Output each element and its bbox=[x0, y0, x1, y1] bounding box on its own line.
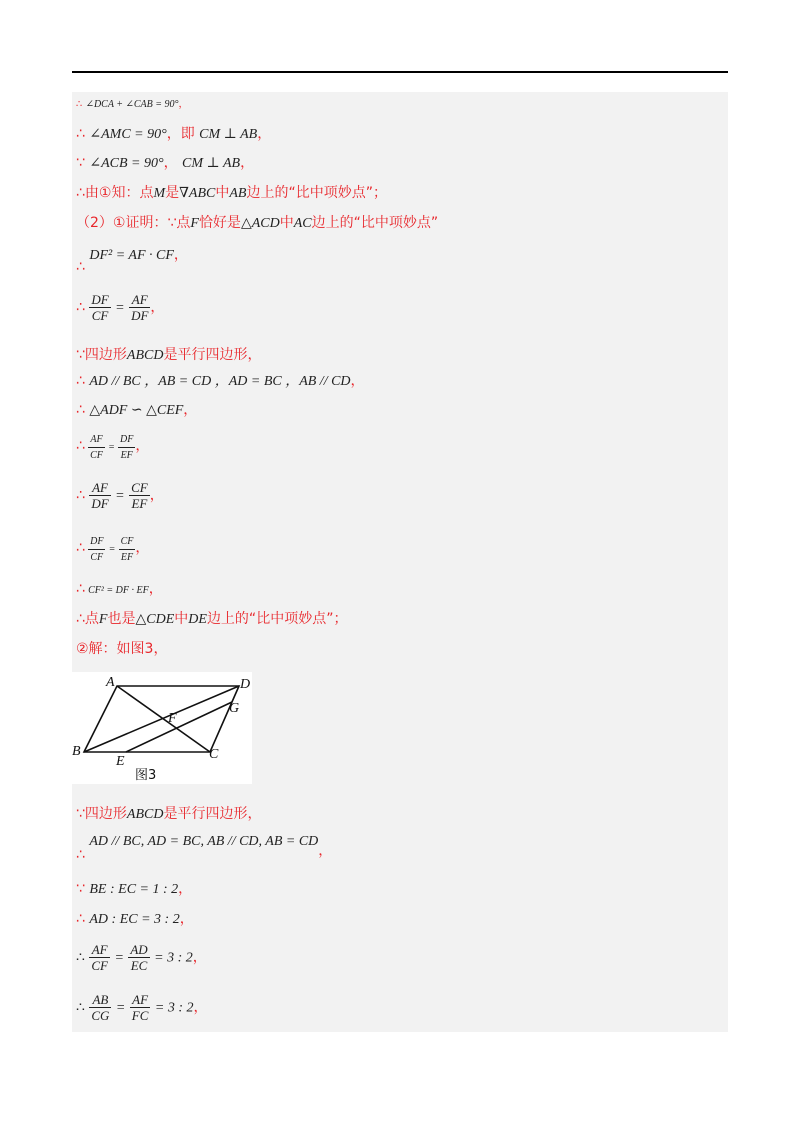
math-expr: = 3 : 2 bbox=[154, 1000, 194, 1016]
math-expr: ∠DCA + ∠CAB = 90° bbox=[85, 99, 179, 110]
fraction: $\frac{CF}{EF}$ bbox=[120, 536, 134, 563]
header-rule bbox=[72, 71, 728, 73]
label-a: A bbox=[106, 675, 115, 690]
text: ∵四边形 bbox=[76, 347, 127, 363]
punct: ， bbox=[183, 402, 198, 418]
label-b: B bbox=[72, 744, 81, 759]
math-var: AB bbox=[229, 186, 247, 201]
fraction: $\frac{AB}{CG}$ bbox=[91, 992, 110, 1023]
line-12 bbox=[76, 480, 164, 511]
therefore-symbol: ∴ bbox=[76, 402, 85, 418]
equals: = bbox=[115, 300, 125, 316]
line-10 bbox=[76, 401, 197, 420]
text: 是平行四边形， bbox=[163, 806, 262, 822]
therefore-symbol: ∴ bbox=[76, 911, 85, 927]
therefore-symbol: ∴ bbox=[76, 540, 85, 556]
therefore-symbol: ∴ bbox=[76, 299, 85, 316]
punct: ， bbox=[148, 581, 163, 597]
line-6 bbox=[76, 246, 188, 275]
therefore-symbol: ∴ bbox=[76, 438, 85, 454]
punct: ， bbox=[150, 299, 165, 316]
line-9 bbox=[76, 372, 365, 391]
diagonal-bd bbox=[84, 686, 239, 752]
punct: ， bbox=[173, 247, 188, 263]
therefore-symbol: ∴ bbox=[76, 259, 85, 275]
therefore-symbol: ∴ bbox=[76, 373, 85, 389]
therefore-symbol: ∴ bbox=[76, 99, 83, 110]
math-expr: ∇ABC bbox=[179, 186, 216, 201]
math-expr: DF² = AF · CF bbox=[89, 248, 174, 263]
punct: ， bbox=[240, 155, 255, 171]
punct: ， bbox=[257, 126, 272, 142]
line-2 bbox=[76, 125, 271, 144]
fraction: $\frac{AF}{DF}$ bbox=[131, 292, 149, 323]
equals: = bbox=[108, 544, 116, 555]
text: ∴点 bbox=[76, 611, 99, 627]
text: 边上的“比中项妙点” bbox=[311, 215, 439, 231]
math-expr: ABCD bbox=[126, 807, 164, 822]
punct: ， bbox=[178, 881, 193, 897]
line-7 bbox=[76, 292, 164, 323]
punct: ， bbox=[149, 487, 164, 504]
text: 中 bbox=[174, 611, 189, 627]
math-expr: AD : EC = 3 : 2 bbox=[89, 912, 180, 927]
text: 是 bbox=[165, 185, 180, 201]
punct: ， bbox=[193, 999, 208, 1016]
therefore-symbol: ∴ bbox=[76, 847, 85, 863]
line-21 bbox=[76, 942, 207, 973]
text: 中 bbox=[215, 185, 230, 201]
text: ②解：如图3， bbox=[76, 641, 168, 657]
parallelogram-diagram bbox=[72, 672, 252, 784]
fraction: $\frac{DF}{CF}$ bbox=[91, 292, 109, 323]
label-e: E bbox=[116, 754, 125, 769]
line-16 bbox=[76, 640, 167, 658]
equals: = bbox=[115, 1000, 126, 1016]
text: 边上的“比中项妙点”； bbox=[246, 185, 387, 201]
math-expr: △ADF ∽ △CEF bbox=[89, 403, 184, 418]
line-18 bbox=[76, 832, 333, 863]
equals: = bbox=[114, 950, 124, 966]
text: ， bbox=[163, 155, 178, 171]
math-expr: CM ⊥ AB bbox=[199, 127, 258, 142]
therefore-symbol: ∴ bbox=[76, 581, 85, 597]
math-expr: = 3 : 2 bbox=[154, 950, 193, 966]
text: （2）①证明：∵点 bbox=[76, 215, 191, 231]
math-expr: △ACD bbox=[240, 216, 280, 231]
therefore-symbol: ∴ bbox=[76, 487, 85, 504]
therefore-symbol: ∴ bbox=[76, 126, 85, 142]
math-var: AC bbox=[293, 216, 312, 231]
text: 恰好是 bbox=[198, 215, 241, 231]
punct: ， bbox=[135, 438, 150, 454]
line-13 bbox=[76, 534, 149, 565]
therefore-symbol: ∴ bbox=[76, 950, 85, 966]
text: 是平行四边形， bbox=[163, 347, 262, 363]
math-var: DE bbox=[188, 612, 207, 627]
text: 中 bbox=[279, 215, 294, 231]
line-5 bbox=[76, 214, 438, 233]
math-expr: ∠ACB = 90° bbox=[89, 156, 164, 171]
fraction: $\frac{AF}{DF}$ bbox=[91, 480, 109, 511]
fraction: $\frac{AF}{FC}$ bbox=[131, 992, 149, 1023]
line-11 bbox=[76, 432, 149, 463]
figure-caption: 图3 bbox=[135, 768, 157, 783]
math-expr: AD // BC, AD = BC, AB // CD, AB = CD bbox=[89, 834, 319, 849]
line-1 bbox=[76, 96, 189, 114]
math-expr: BE : EC = 1 : 2 bbox=[89, 882, 179, 897]
math-expr: △CDE bbox=[135, 612, 175, 627]
text: ，即 bbox=[166, 126, 195, 142]
punct: ， bbox=[192, 949, 207, 966]
math-expr: CM ⊥ AB bbox=[182, 156, 241, 171]
text: ∴由①知：点 bbox=[76, 185, 154, 201]
math-expr: ∠AMC = 90° bbox=[89, 127, 167, 142]
punct: ， bbox=[179, 911, 194, 927]
fraction: $\frac{DF}{EF}$ bbox=[120, 434, 134, 461]
fraction: $\frac{DF}{CF}$ bbox=[90, 536, 104, 563]
line-17 bbox=[76, 805, 261, 824]
math-expr: CF² = DF · EF bbox=[88, 585, 149, 596]
math-expr: ABCD bbox=[126, 348, 164, 363]
math-var: F bbox=[98, 612, 108, 627]
math-expr: AD // BC ，AB = CD ，AD = BC ，AB // CD bbox=[89, 374, 351, 389]
fraction: $\frac{AF}{CF}$ bbox=[91, 942, 108, 973]
line-20 bbox=[76, 910, 194, 929]
label-d: D bbox=[240, 677, 251, 692]
fraction: $\frac{CF}{EF}$ bbox=[131, 480, 148, 511]
line-8 bbox=[76, 346, 261, 365]
line-3 bbox=[76, 154, 254, 173]
equals: = bbox=[108, 442, 115, 453]
punct: ， bbox=[318, 843, 333, 859]
label-g: G bbox=[229, 701, 240, 716]
math-var: M bbox=[153, 186, 166, 201]
fraction: $\frac{AF}{CF}$ bbox=[90, 434, 103, 461]
line-15 bbox=[76, 610, 347, 629]
label-f: F bbox=[168, 711, 177, 726]
equals: = bbox=[115, 488, 125, 504]
fraction: $\frac{AD}{EC}$ bbox=[130, 942, 148, 973]
math-var: F bbox=[190, 216, 199, 231]
because-symbol: ∵ bbox=[76, 881, 85, 897]
text: 也是 bbox=[107, 611, 136, 627]
text: ∵四边形 bbox=[76, 806, 127, 822]
punct: ， bbox=[135, 540, 150, 556]
figure-3 bbox=[72, 672, 252, 784]
line-14 bbox=[76, 580, 163, 600]
text: 边上的“比中项妙点”； bbox=[206, 611, 348, 627]
because-symbol: ∵ bbox=[76, 155, 85, 171]
label-c: C bbox=[209, 747, 219, 762]
line-4 bbox=[76, 184, 387, 203]
punct: ， bbox=[178, 99, 189, 110]
line-19 bbox=[76, 880, 192, 899]
therefore-symbol: ∴ bbox=[76, 1000, 85, 1016]
line-22 bbox=[76, 992, 207, 1023]
punct: ， bbox=[350, 373, 365, 389]
